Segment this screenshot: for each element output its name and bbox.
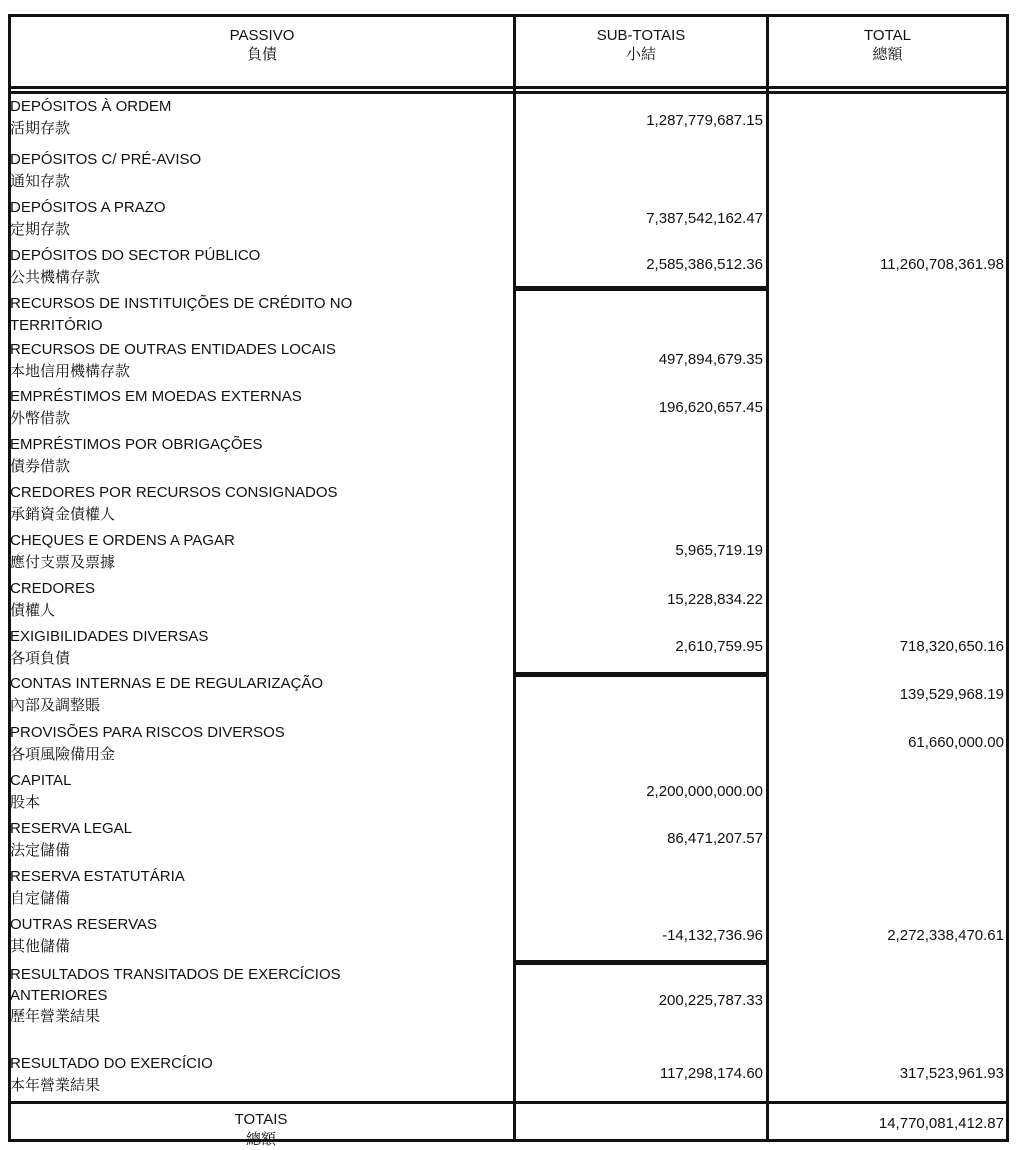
- subtotal-value: 497,894,679.35: [658, 351, 763, 368]
- row-label-pt: PROVISÕES PARA RISCOS DIVERSOS: [10, 724, 285, 741]
- row-label-pt: RECURSOS DE INSTITUIÇÕES DE CRÉDITO NO: [10, 295, 353, 312]
- row-label-zh: 股本: [10, 794, 41, 811]
- header-subtotais-label-zh: 小結: [625, 46, 656, 63]
- row-label-pt: EMPRÉSTIMOS EM MOEDAS EXTERNAS: [10, 388, 302, 405]
- totals-label-zh: 總額: [245, 1131, 276, 1148]
- row-label-pt: RESULTADOS TRANSITADOS DE EXERCÍCIOS: [10, 966, 341, 983]
- row-label-zh: 定期存款: [10, 221, 71, 238]
- row-label-zh: 債權人: [10, 602, 56, 619]
- column-divider-2: [766, 14, 769, 1142]
- row-label: [10, 96, 171, 140]
- total-value: 2,272,338,470.61: [887, 927, 1004, 944]
- group-separator: [513, 286, 769, 291]
- row-label: [10, 149, 201, 193]
- row-label-zh: 法定儲備: [10, 842, 71, 859]
- row-label: [10, 722, 285, 766]
- row-label-pt: EXIGIBILIDADES DIVERSAS: [10, 628, 209, 645]
- row-label-pt: EMPRÉSTIMOS POR OBRIGAÇÕES: [10, 436, 263, 453]
- group-separator: [513, 960, 769, 965]
- row-label-pt: CONTAS INTERNAS E DE REGULARIZAÇÃO: [10, 675, 324, 692]
- totals-separator: [8, 1101, 1009, 1104]
- row-label: [10, 197, 166, 241]
- row-label-pt: DEPÓSITOS DO SECTOR PÚBLICO: [10, 247, 261, 264]
- total-value: 11,260,708,361.98: [879, 256, 1004, 273]
- row-label-pt: RECURSOS DE OUTRAS ENTIDADES LOCAIS: [10, 341, 336, 358]
- row-label-zh: 本地信用機構存款: [10, 363, 131, 380]
- row-label-zh: 承銷資金債權人: [10, 506, 116, 523]
- total-value: 718,320,650.16: [899, 638, 1004, 655]
- row-label-pt: RESERVA ESTATUTÁRIA: [10, 868, 185, 885]
- row-label-zh: 自定儲備: [10, 890, 71, 907]
- row-label-zh: 各項負債: [10, 650, 71, 667]
- row-label: [10, 578, 95, 622]
- subtotal-value: 2,200,000,000.00: [646, 783, 763, 800]
- totals-label: [11, 1110, 511, 1150]
- total-value: 139,529,968.19: [899, 686, 1004, 703]
- row-label-zh: 本年營業結果: [10, 1077, 101, 1094]
- subtotal-value: 86,471,207.57: [667, 830, 763, 847]
- column-divider-1: [513, 14, 516, 1142]
- header-total-label: TOTAL: [864, 27, 911, 44]
- row-label-pt: CREDORES POR RECURSOS CONSIGNADOS: [10, 484, 338, 501]
- group-separator: [513, 672, 769, 677]
- subtotal-value: 2,610,759.95: [675, 638, 763, 655]
- subtotal-value: 200,225,787.33: [658, 992, 763, 1009]
- header-passivo-label-zh: 負債: [246, 46, 277, 63]
- row-label-zh: 通知存款: [10, 173, 71, 190]
- row-label: [10, 482, 338, 526]
- row-label: [10, 626, 208, 670]
- row-label: [10, 866, 185, 910]
- total-value: 61,660,000.00: [908, 734, 1004, 751]
- row-label: [10, 434, 263, 478]
- row-label: [10, 818, 132, 862]
- row-label: [10, 964, 341, 1027]
- totals-label-pt: TOTAIS: [234, 1111, 288, 1128]
- row-label-pt: DEPÓSITOS À ORDEM: [10, 98, 172, 115]
- row-label-zh: 其他儲備: [10, 938, 71, 955]
- row-label: [10, 339, 336, 383]
- row-label: [10, 293, 352, 337]
- header-rule-2: [8, 91, 1009, 94]
- total-value: 317,523,961.93: [899, 1065, 1004, 1082]
- row-label: [10, 530, 235, 574]
- row-label-zh: 外幣借款: [10, 410, 71, 427]
- row-label-pt-cont: TERRITÓRIO: [10, 317, 103, 334]
- subtotal-value: 117,298,174.60: [659, 1065, 763, 1082]
- row-label-zh: 內部及調整賬: [10, 697, 101, 714]
- subtotal-value: 2,585,386,512.36: [646, 256, 763, 273]
- row-label-zh: 各項風險備用金: [10, 746, 116, 763]
- row-label: [10, 245, 260, 289]
- row-label: [10, 673, 323, 717]
- row-label-zh: 歷年營業結果: [10, 1008, 101, 1025]
- row-label-pt: RESERVA LEGAL: [10, 820, 133, 837]
- header-subtotais: [516, 26, 766, 64]
- header-rule: [8, 86, 1009, 89]
- row-label-pt: CREDORES: [10, 580, 96, 597]
- row-label: [10, 914, 157, 958]
- header-total: [769, 26, 1006, 64]
- header-total-label-zh: 總額: [872, 46, 903, 63]
- header-passivo: [11, 26, 513, 64]
- row-label-pt: RESULTADO DO EXERCÍCIO: [10, 1055, 213, 1072]
- row-label-pt: DEPÓSITOS C/ PRÉ-AVISO: [10, 151, 202, 168]
- subtotal-value: -14,132,736.96: [662, 927, 763, 944]
- subtotal-value: 7,387,542,162.47: [646, 210, 763, 227]
- header-subtotais-label: SUB-TOTAIS: [596, 27, 686, 44]
- grand-total-value: 14,770,081,412.87: [878, 1115, 1004, 1132]
- subtotal-value: 5,965,719.19: [675, 542, 763, 559]
- row-label: [10, 386, 302, 430]
- subtotal-value: 196,620,657.45: [658, 399, 763, 416]
- row-label-pt: OUTRAS RESERVAS: [10, 916, 157, 933]
- row-label-pt: DEPÓSITOS A PRAZO: [10, 199, 166, 216]
- subtotal-value: 1,287,779,687.15: [646, 112, 763, 129]
- subtotal-value: 15,228,834.22: [667, 591, 763, 608]
- row-label-pt-cont: ANTERIORES: [10, 987, 108, 1004]
- row-label-zh: 債券借款: [10, 458, 71, 475]
- row-label: [10, 1053, 213, 1097]
- row-label-zh: 應付支票及票據: [10, 554, 116, 571]
- row-label-pt: CAPITAL: [10, 772, 72, 789]
- row-label-pt: CHEQUES E ORDENS A PAGAR: [10, 532, 235, 549]
- header-passivo-label: PASSIVO: [229, 27, 295, 44]
- row-label: [10, 770, 71, 814]
- row-label-zh: 公共機構存款: [10, 269, 101, 286]
- row-label-zh: 活期存款: [10, 120, 71, 137]
